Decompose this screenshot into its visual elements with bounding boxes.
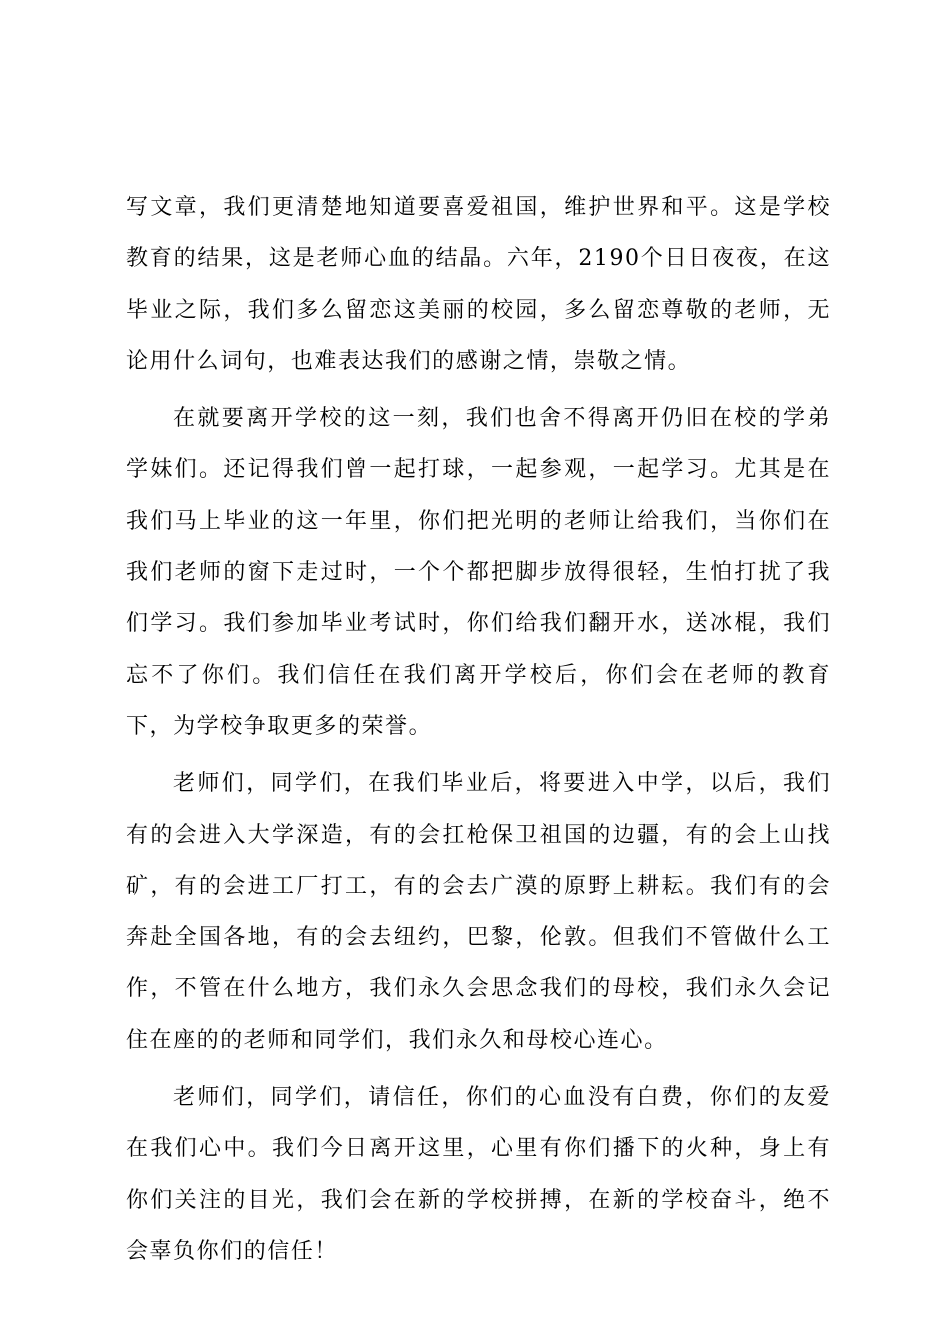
paragraph-future: 老师们，同学们，在我们毕业后，将要进入中学，以后，我们有的会进入大学深造，有的会扛枪保卫祖国的边疆，有的会上山找矿，有的会进工厂打工，有的会去广漠的原野上耕耘。我们有的会奔赴全国各地，有的会去纽约，巴黎，伦敦。但我们不管做什么工作，不管在什么地方，我们永久会思念我们的母校，我们永久会记住在座的的老师和同学们，我们永久和母校心连心。 bbox=[126, 771, 831, 1053]
paragraph-continuation: 写文章，我们更清楚地知道要喜爱祖国，维护世界和平。这是学校教育的结果，这是老师心血的结晶。六年，2190个日日夜夜，在这毕业之际，我们多么留恋这美丽的校园，多么留恋尊敬的老师，无论用什么词句，也难表达我们的感谢之情，崇敬之情。 bbox=[126, 195, 831, 374]
paragraph-juniors: 在就要离开学校的这一刻，我们也舍不得离开仍旧在校的学弟学妹们。还记得我们曾一起打球，一起参观，一起学习。尤其是在我们马上毕业的这一年里，你们把光明的老师让给我们，当你们在我们老师的窗下走过时，一个个都把脚步放得很轻，生怕打扰了我们学习。我们参加毕业考试时，你们给我们翻开水，送冰棍，我们忘不了你们。我们信任在我们离开学校后，你们会在老师的教育下，为学校争取更多的荣誉。 bbox=[126, 406, 831, 739]
paragraph-closing: 老师们，同学们，请信任，你们的心血没有白费，你们的友爱在我们心中。我们今日离开这里，心里有你们播下的火种，身上有你们关注的目光，我们会在新的学校拼搏，在新的学校奋斗，绝不会辜负你们的信任！ bbox=[126, 1085, 831, 1264]
document-body bbox=[126, 182, 831, 1283]
